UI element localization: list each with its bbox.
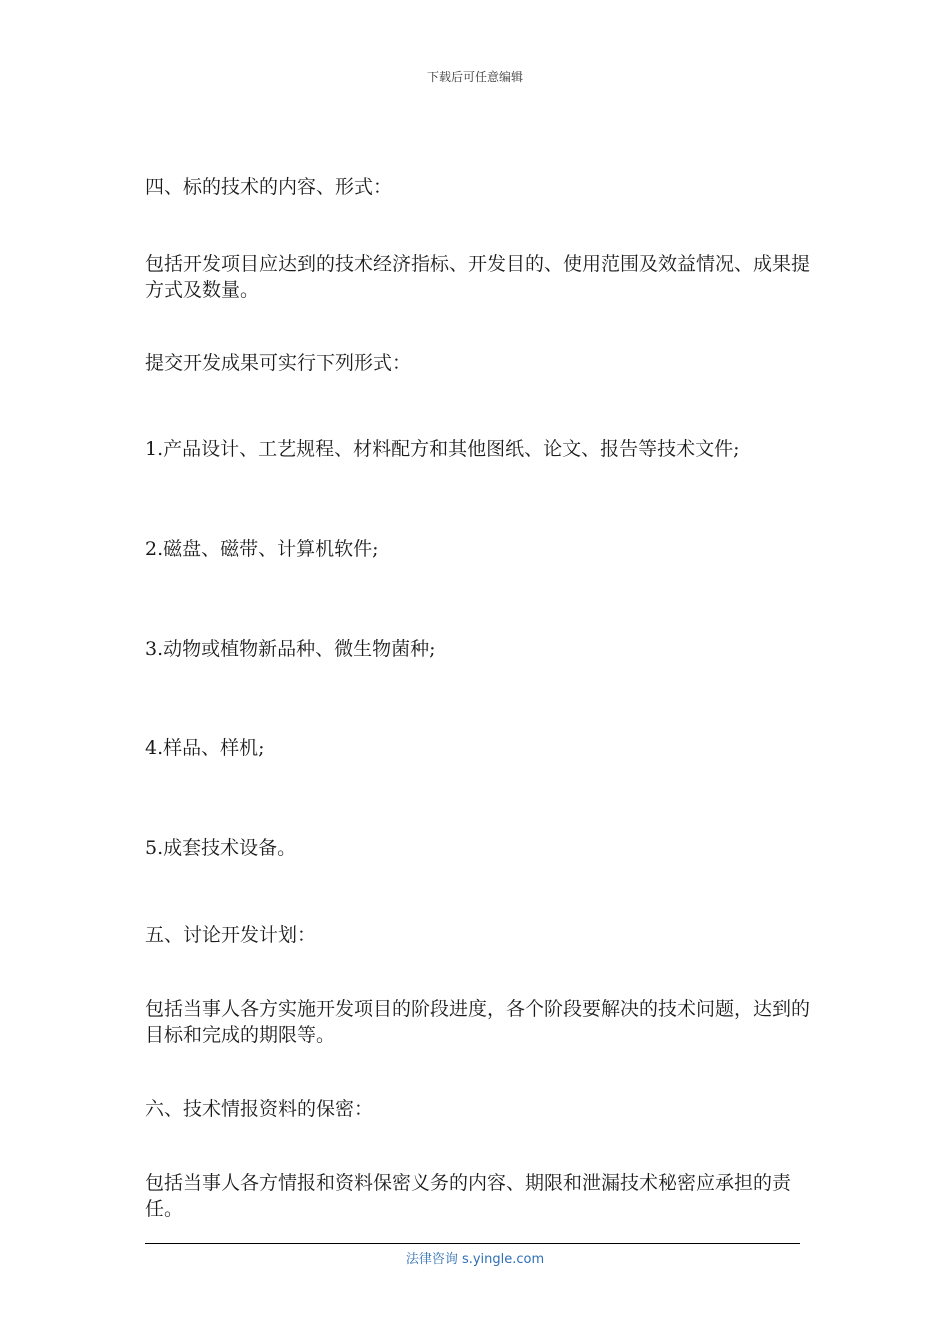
page-header-note: 下载后可任意编辑 bbox=[426, 70, 523, 84]
list-item-1: 1.产品设计、工艺规程、材料配方和其他图纸、论文、报告等技术文件; bbox=[145, 438, 740, 460]
paragraph-tech-content: 包括开发项目应达到的技术经济指标、开发目的、使用范围及效益情况、成果提方式及数量。 bbox=[145, 253, 811, 301]
section-heading-5: 五、讨论开发计划： bbox=[145, 924, 317, 946]
paragraph-confidentiality: 包括当事人各方情报和资料保密义务的内容、期限和泄漏技术秘密应承担的责任。 bbox=[145, 1172, 792, 1220]
list-item-5: 5.成套技术设备。 bbox=[145, 837, 297, 859]
paragraph-development-plan: 包括当事人各方实施开发项目的阶段进度，各个阶段要解决的技术问题，达到的目标和完成的期限等。 bbox=[145, 998, 811, 1046]
list-item-4: 4.样品、样机; bbox=[145, 737, 265, 759]
section-heading-4: 四、标的技术的内容、形式： bbox=[145, 176, 393, 198]
list-item-2: 2.磁盘、磁带、计算机软件; bbox=[145, 538, 379, 560]
footer-divider bbox=[145, 1243, 800, 1244]
list-item-3: 3.动物或植物新品种、微生物菌种; bbox=[145, 638, 436, 660]
footer-note: 法律咨询 s.yingle.com bbox=[405, 1252, 545, 1267]
paragraph-submission-forms-intro: 提交开发成果可实行下列形式： bbox=[145, 352, 412, 374]
section-heading-6: 六、技术情报资料的保密： bbox=[145, 1098, 374, 1120]
